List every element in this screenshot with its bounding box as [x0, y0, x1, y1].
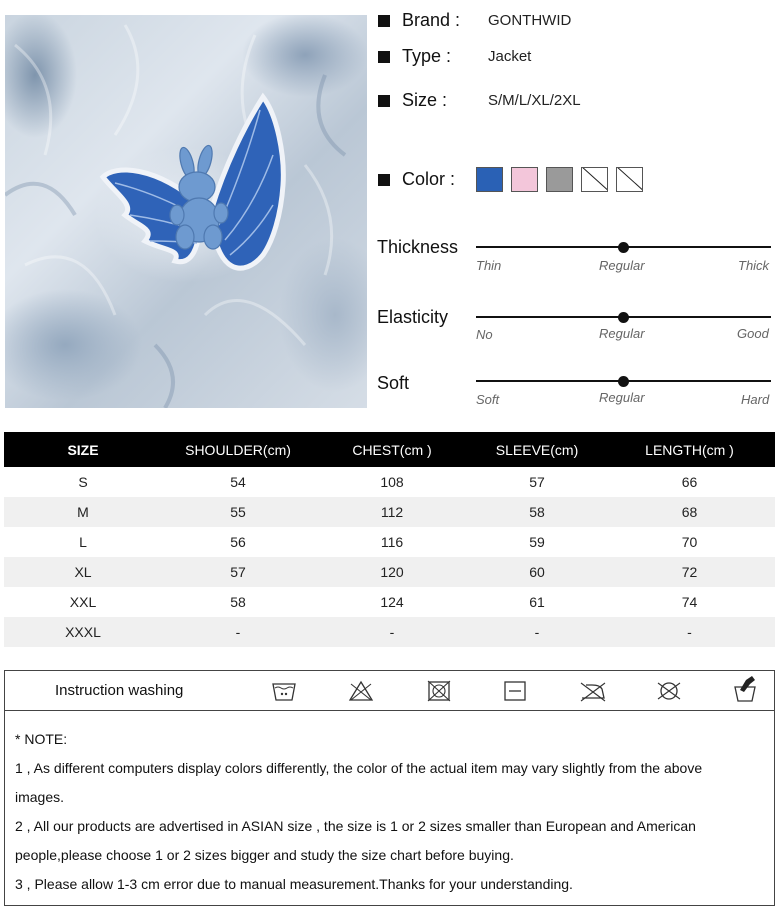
washing-header	[5, 671, 774, 711]
table-cell: 61	[529, 594, 545, 610]
table-row	[4, 497, 775, 527]
column-header: SIZE	[4, 432, 162, 467]
table-cell: 68	[604, 497, 775, 527]
table-cell: S	[78, 474, 88, 490]
size-label: Size :	[402, 90, 448, 110]
size-chart-header	[4, 432, 775, 467]
table-cell: 112	[314, 497, 470, 527]
table-cell: 57	[529, 474, 545, 490]
table-cell: -	[162, 617, 314, 647]
elasticity-label: Elasticity	[377, 307, 449, 327]
table-cell: 70	[681, 534, 698, 550]
color-label: Color :	[402, 169, 456, 189]
notes-section	[5, 711, 774, 899]
table-row	[4, 467, 775, 497]
size-chart-table	[4, 432, 775, 647]
type-value: Jacket	[488, 48, 532, 65]
soft-marker	[618, 376, 629, 387]
thickness-label: Thickness	[377, 237, 459, 257]
table-cell: 66	[681, 474, 698, 490]
note-line: 2 , All our products are advertised in ASIAN size , the size is 1 or 2 sizes smaller than European and American	[15, 818, 696, 834]
thickness-marker	[618, 242, 629, 253]
column-header: LENGTH(cm )	[604, 432, 775, 467]
table-cell: 74	[681, 594, 698, 610]
hand-wash-icon	[271, 679, 297, 703]
note-line: images.	[15, 789, 65, 805]
column-header: SHOULDER(cm)	[162, 432, 314, 467]
bullet-icon	[378, 51, 390, 63]
brand-value: GONTHWID	[488, 12, 572, 29]
soft-label: Soft	[377, 373, 410, 393]
color-row	[378, 169, 488, 190]
table-cell: 120	[314, 557, 470, 587]
color-swatch-unavailable	[616, 167, 643, 192]
dry-flat-icon	[502, 679, 528, 703]
table-cell: 56	[230, 534, 246, 550]
table-cell: 58	[230, 594, 246, 610]
wring-gently-icon	[732, 674, 758, 704]
elasticity-low: No	[476, 327, 493, 342]
table-cell: XL	[4, 557, 162, 587]
color-swatches	[476, 167, 643, 192]
brand-row	[378, 10, 571, 31]
table-row	[4, 617, 775, 647]
thickness-high: Thick	[738, 258, 770, 273]
table-cell: 60	[470, 557, 604, 587]
color-swatch-pink[interactable]	[511, 167, 538, 192]
thickness-mid: Regular	[599, 258, 645, 273]
elasticity-mid: Regular	[599, 326, 645, 341]
soft-high: Hard	[741, 392, 770, 407]
table-cell: XXL	[69, 594, 97, 610]
thickness-low: Thin	[476, 258, 502, 273]
no-bleach-icon	[348, 679, 374, 703]
color-swatch-gray[interactable]	[546, 167, 573, 192]
soft-low: Soft	[476, 392, 500, 407]
table-row	[4, 587, 775, 617]
bullet-icon	[378, 174, 390, 186]
type-row	[378, 46, 531, 67]
table-cell: -	[604, 617, 775, 647]
jacket-photo-icon	[5, 15, 367, 408]
brand-label: Brand :	[402, 10, 461, 30]
table-cell: 124	[380, 594, 404, 610]
table-cell: L	[79, 534, 87, 550]
bullet-icon	[378, 95, 390, 107]
color-swatch-blue[interactable]	[476, 167, 503, 192]
table-cell: M	[4, 497, 162, 527]
size-value: S/M/L/XL/2XL	[488, 92, 581, 109]
no-tumble-dry-icon	[426, 679, 452, 703]
column-header: SLEEVE(cm)	[470, 432, 604, 467]
soft-mid: Regular	[599, 390, 645, 405]
note-line: 3 , Please allow 1-3 cm error due to manual measurement.Thanks for your understanding.	[15, 876, 573, 892]
type-label: Type :	[402, 46, 452, 66]
elasticity-high: Good	[737, 326, 769, 341]
washing-title: Instruction washing	[55, 682, 184, 699]
elasticity-marker	[618, 312, 629, 323]
table-cell: 54	[230, 474, 246, 490]
bullet-icon	[378, 15, 390, 27]
notes-heading: * NOTE:	[15, 731, 68, 747]
note-line: 1 , As different computers display colors differently, the color of the actual item may vary slightly from the above	[15, 760, 703, 776]
table-cell: XXXL	[4, 617, 162, 647]
table-cell: 72	[604, 557, 775, 587]
product-photo	[5, 15, 367, 408]
table-cell: 116	[380, 534, 404, 550]
table-cell: 55	[162, 497, 314, 527]
column-header: CHEST(cm )	[314, 432, 470, 467]
table-cell: -	[470, 617, 604, 647]
washing-instructions-box	[4, 670, 775, 906]
note-line: people,please choose 1 or 2 sizes bigger and study the size chart before buying.	[15, 847, 514, 863]
table-row	[4, 557, 775, 587]
no-dry-clean-icon	[655, 679, 683, 703]
size-row	[378, 90, 581, 111]
table-cell: 58	[470, 497, 604, 527]
no-iron-icon	[578, 679, 608, 703]
table-cell: 108	[380, 474, 404, 490]
color-swatch-unavailable	[581, 167, 608, 192]
table-cell: 59	[529, 534, 545, 550]
table-cell: 57	[162, 557, 314, 587]
table-cell: -	[314, 617, 470, 647]
table-row	[4, 527, 775, 557]
